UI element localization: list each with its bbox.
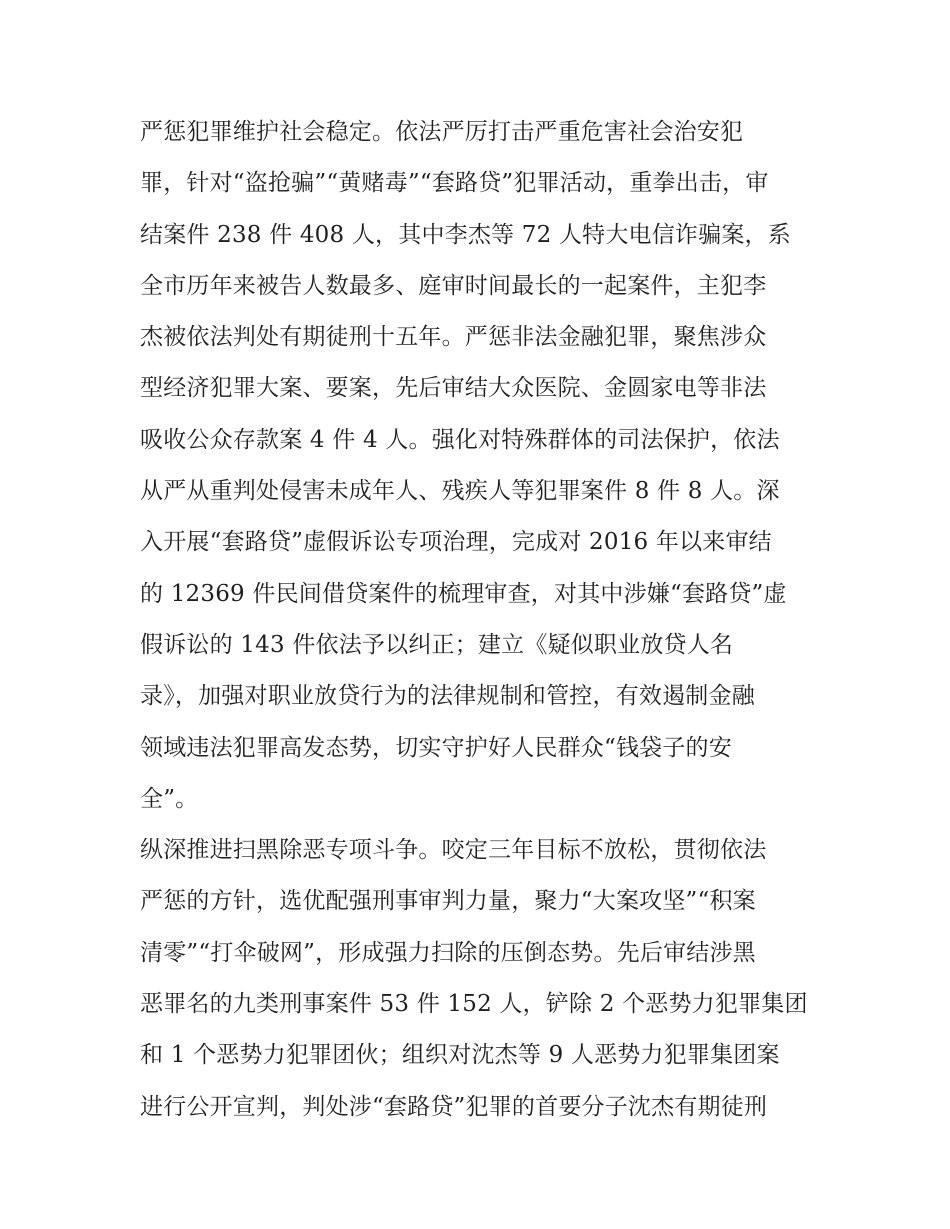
text-line: 结案件 238 件 408 人，其中李杰等 72 人特大电信诈骗案，系 <box>140 221 791 248</box>
text-line: 全市历年来被告人数最多、庭审时间最长的一起案件，主犯李 <box>140 272 767 299</box>
text-line: 的 12369 件民间借贷案件的梳理审查，对其中涉嫌“套路贷”虚 <box>140 580 787 607</box>
text-line: 杰被依法判处有期徒刑十五年。严惩非法金融犯罪，聚焦涉众 <box>140 324 767 351</box>
text-line: 恶罪名的九类刑事案件 53 件 152 人，铲除 2 个恶势力犯罪集团 <box>140 991 808 1018</box>
text-line: 全”。 <box>140 785 199 812</box>
text-line: 假诉讼的 143 件依法予以纠正；建立《疑似职业放贷人名 <box>140 631 734 658</box>
text-line: 和 1 个恶势力犯罪团伙；组织对沈杰等 9 人恶势力犯罪集团案 <box>140 1042 780 1069</box>
text-line: 罪，针对“盗抢骗”“黄赌毒”“套路贷”犯罪活动，重拳出击，审 <box>140 170 769 197</box>
text-line: 领域违法犯罪高发态势，切实守护好人民群众“钱袋子的安 <box>140 734 732 761</box>
text-line: 严惩的方针，选优配强刑事审判力量，聚力“大案攻坚”“积案 <box>140 888 756 915</box>
text-line: 清零”“打伞破网”，形成强力扫除的压倒态势。先后审结涉黑 <box>140 939 756 966</box>
paragraph-crime-punishment <box>140 107 816 825</box>
text-line: 录》，加强对职业放贷行为的法律规制和管控，有效遏制金融 <box>140 683 755 710</box>
text-line: 型经济犯罪大案、要案，先后审结大众医院、金圆家电等非法 <box>140 375 767 402</box>
document-body <box>140 107 816 1133</box>
text-line: 纵深推进扫黑除恶专项斗争。咬定三年目标不放松，贯彻依法 <box>140 837 767 864</box>
paragraph-anti-gang-campaign <box>140 825 816 1133</box>
text-line: 吸收公众存款案 4 件 4 人。强化对特殊群体的司法保护，依法 <box>140 426 780 453</box>
text-line: 进行公开宣判，判处涉“套路贷”犯罪的首要分子沈杰有期徒刑 <box>140 1093 768 1120</box>
text-line: 严惩犯罪维护社会稳定。依法严厉打击严重危害社会治安犯 <box>140 119 744 145</box>
text-line: 入开展“套路贷”虚假诉讼专项治理，完成对 2016 年以来审结 <box>140 529 772 556</box>
text-line: 从严从重判处侵害未成年人、残疾人等犯罪案件 8 件 8 人。深 <box>140 478 780 505</box>
